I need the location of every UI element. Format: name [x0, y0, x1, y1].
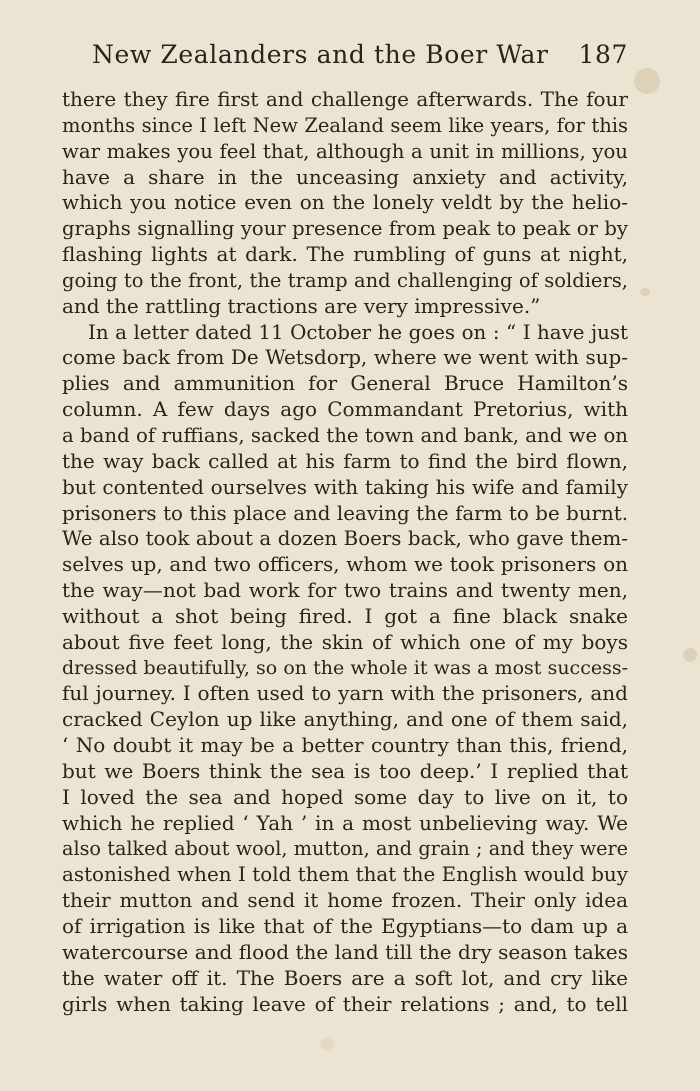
- running-head-title: New Zealanders and the Boer War: [92, 40, 549, 69]
- running-head: [92, 40, 628, 76]
- text-line: months since I left New Zealand seem like years, for this: [62, 113, 628, 137]
- paper-stain: [683, 648, 697, 662]
- text-line: about five feet long, the skin of which one of my boys: [62, 629, 628, 654]
- text-line: the way—not bad work for two trains and twenty men,: [62, 578, 628, 603]
- text-line: ful journey. I often used to yarn with the prisoners, and: [62, 681, 628, 706]
- text-line: prisoners to this place and leaving the farm to be burnt.: [62, 501, 628, 525]
- text-line: ‘ No doubt it may be a better country than this, friend,: [62, 733, 628, 758]
- text-line: dressed beautifully, so on the whole it was a most success-: [62, 656, 628, 679]
- text-line: war makes you feel that, although a unit in millions, you: [62, 139, 628, 163]
- text-line: and the rattling tractions are very impressive.”: [62, 293, 541, 318]
- text-line: the water off it. The Boers are a soft lot, and cry like: [62, 965, 628, 990]
- text-line: there they fire first and challenge afterwards. The four: [62, 87, 628, 111]
- text-line: which you notice even on the lonely veldt by the helio-: [62, 190, 628, 215]
- text-line: girls when taking leave of their relations ; and, to tell: [62, 991, 628, 1016]
- paper-stain: [634, 68, 660, 94]
- text-line: selves up, and two officers, whom we took prisoners on: [62, 552, 628, 577]
- text-line: I loved the sea and hoped some day to live on it, to: [62, 784, 628, 809]
- paper-stain: [640, 288, 650, 296]
- text-line: graphs signalling your presence from peak to peak or by: [62, 217, 628, 241]
- text-line: In a letter dated 11 October he goes on : “ I have just: [88, 320, 628, 344]
- text-line: without a shot being fired. I got a fine black snake: [62, 603, 628, 628]
- text-line: of irrigation is like that of the Egyptians—to dam up a: [62, 914, 628, 938]
- text-line: We also took about a dozen Boers back, who gave them-: [62, 527, 628, 551]
- text-line: but contented ourselves with taking his wife and family: [62, 474, 628, 499]
- text-line: their mutton and send it home frozen. Their only idea: [62, 888, 628, 913]
- text-line: also talked about wool, mutton, and grain ; and they were: [62, 837, 628, 861]
- text-line: astonished when I told them that the English would buy: [62, 863, 628, 887]
- body-text: [62, 87, 628, 1017]
- text-line: column. A few days ago Commandant Pretorius, with: [62, 397, 628, 422]
- text-line: which he replied ‘ Yah ’ in a most unbelieving way. We: [62, 810, 628, 835]
- paper-stain: [320, 1038, 334, 1050]
- text-line: a band of ruffians, sacked the town and bank, and we on: [62, 423, 628, 447]
- text-line: watercourse and flood the land till the dry season takes: [62, 939, 628, 964]
- text-line: the way back called at his farm to find the bird flown,: [62, 448, 628, 473]
- text-line: cracked Ceylon up like anything, and one of them said,: [62, 707, 628, 732]
- text-line: but we Boers think the sea is too deep.’ I replied that: [62, 758, 628, 783]
- text-line: come back from De Wetsdorp, where we went with sup-: [62, 346, 628, 370]
- text-line: flashing lights at dark. The rumbling of guns at night,: [62, 242, 628, 267]
- page-number: 187: [578, 40, 628, 69]
- text-line: going to the front, the tramp and challenging of soldiers,: [62, 268, 628, 292]
- text-line: plies and ammunition for General Bruce Hamilton’s: [62, 371, 628, 396]
- text-line: have a share in the unceasing anxiety and activity,: [62, 164, 628, 189]
